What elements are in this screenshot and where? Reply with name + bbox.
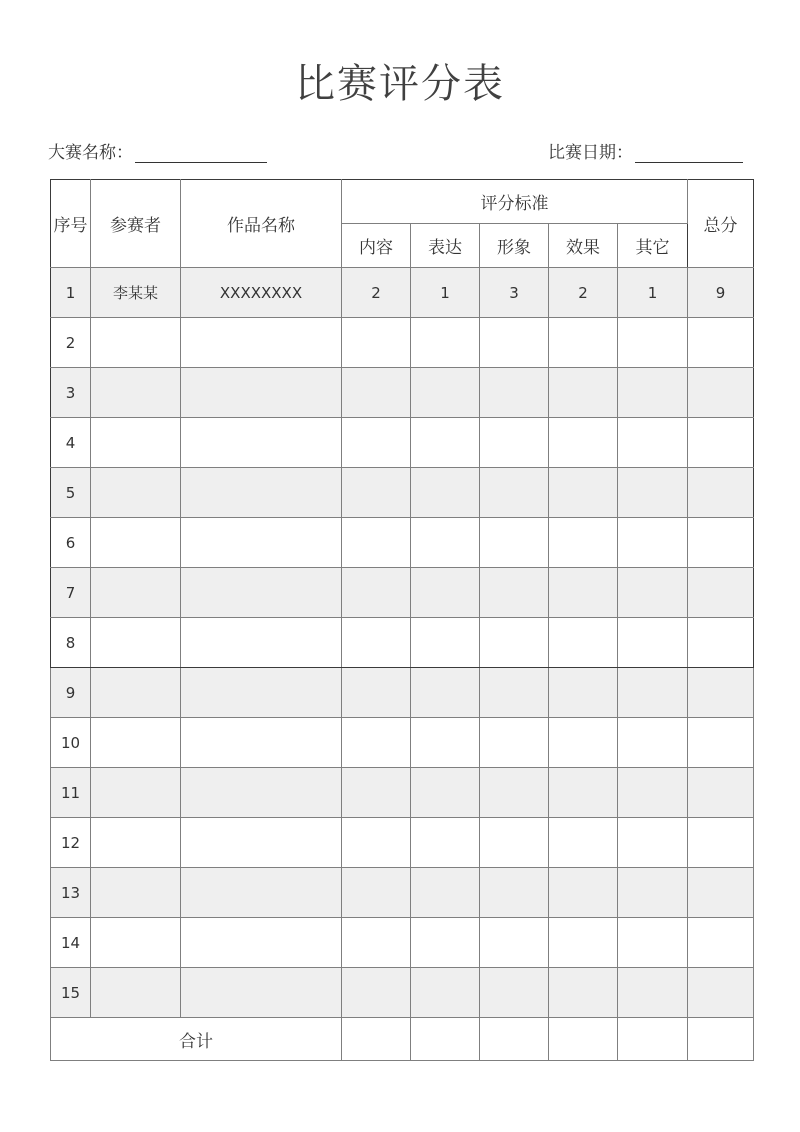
table-row [51, 418, 754, 468]
seq-cell[interactable]: 14 [51, 918, 91, 968]
score-cell[interactable] [618, 618, 688, 668]
work-name-cell[interactable] [181, 718, 342, 768]
total-cell[interactable] [688, 868, 754, 918]
score-cell[interactable] [618, 868, 688, 918]
table-row [51, 618, 754, 668]
work-name-cell[interactable]: XXXXXXXX [181, 268, 342, 318]
total-cell[interactable] [688, 368, 754, 418]
participant-cell[interactable] [91, 568, 181, 618]
score-cell[interactable] [342, 618, 411, 668]
score-cell[interactable] [411, 568, 480, 618]
score-cell[interactable] [342, 818, 411, 868]
score-cell[interactable] [549, 418, 618, 468]
participant-cell[interactable] [91, 418, 181, 468]
score-cell[interactable] [618, 918, 688, 968]
total-cell[interactable] [688, 768, 754, 818]
work-name-cell[interactable] [181, 318, 342, 368]
score-cell[interactable] [549, 318, 618, 368]
total-cell[interactable] [688, 668, 754, 718]
work-name-cell[interactable] [181, 468, 342, 518]
work-name-cell[interactable] [181, 818, 342, 868]
score-cell[interactable] [480, 768, 549, 818]
score-cell[interactable] [411, 418, 480, 468]
score-cell[interactable] [618, 518, 688, 568]
score-cell[interactable] [480, 568, 549, 618]
header-criterion-image: 形象 [480, 224, 549, 268]
score-cell[interactable] [342, 468, 411, 518]
table-row [51, 468, 754, 518]
header-criteria-group: 评分标准 [342, 180, 688, 224]
seq-cell[interactable]: 4 [51, 418, 91, 468]
seq-cell[interactable]: 6 [51, 518, 91, 568]
header-criterion-other: 其它 [618, 224, 688, 268]
work-name-cell[interactable] [181, 668, 342, 718]
participant-cell[interactable] [91, 318, 181, 368]
participant-cell[interactable] [91, 518, 181, 568]
footer-score-cell[interactable] [480, 1018, 549, 1061]
participant-cell[interactable] [91, 818, 181, 868]
participant-cell[interactable] [91, 368, 181, 418]
contest-date-label: 比赛日期： [548, 143, 633, 163]
score-cell[interactable] [342, 568, 411, 618]
score-cell[interactable] [618, 468, 688, 518]
participant-cell[interactable] [91, 618, 181, 668]
participant-cell[interactable] [91, 868, 181, 918]
table-row [51, 318, 754, 368]
footer-score-cell[interactable] [342, 1018, 411, 1061]
score-cell[interactable] [480, 918, 549, 968]
participant-cell[interactable] [91, 468, 181, 518]
score-cell[interactable]: 2 [342, 268, 411, 318]
score-cell[interactable] [549, 368, 618, 418]
table-row [51, 718, 754, 768]
work-name-cell[interactable] [181, 768, 342, 818]
score-cell[interactable] [549, 968, 618, 1018]
seq-cell[interactable]: 13 [51, 868, 91, 918]
score-cell[interactable] [411, 468, 480, 518]
seq-cell[interactable]: 3 [51, 368, 91, 418]
header-total: 总分 [688, 180, 754, 268]
participant-cell[interactable] [91, 668, 181, 718]
score-cell[interactable] [618, 718, 688, 768]
total-cell[interactable] [688, 468, 754, 518]
score-cell[interactable] [480, 668, 549, 718]
score-cell[interactable] [411, 768, 480, 818]
footer-score-cell[interactable] [549, 1018, 618, 1061]
participant-cell[interactable] [91, 918, 181, 968]
work-name-cell[interactable] [181, 918, 342, 968]
score-cell[interactable] [480, 868, 549, 918]
score-cell[interactable] [480, 518, 549, 568]
work-name-cell[interactable] [181, 868, 342, 918]
contest-name-blank[interactable] [135, 141, 267, 163]
score-cell[interactable] [342, 718, 411, 768]
score-cell[interactable] [411, 718, 480, 768]
table-row [51, 268, 754, 318]
footer-score-cell[interactable] [411, 1018, 480, 1061]
score-cell[interactable] [549, 568, 618, 618]
score-cell[interactable] [480, 318, 549, 368]
score-cell[interactable] [480, 818, 549, 868]
score-cell[interactable]: 2 [549, 268, 618, 318]
score-cell[interactable] [411, 618, 480, 668]
score-cell[interactable] [342, 318, 411, 368]
table-row [51, 568, 754, 618]
contest-name-field [48, 138, 267, 163]
work-name-cell[interactable] [181, 968, 342, 1018]
score-cell[interactable] [549, 518, 618, 568]
footer-label: 合计 [51, 1018, 342, 1061]
score-cell[interactable] [480, 468, 549, 518]
score-cell[interactable] [549, 718, 618, 768]
score-cell[interactable]: 1 [618, 268, 688, 318]
contest-name-label: 大赛名称： [48, 143, 133, 163]
table-row [51, 518, 754, 568]
total-cell[interactable]: 9 [688, 268, 754, 318]
footer-row [51, 1018, 754, 1061]
work-name-cell[interactable] [181, 518, 342, 568]
contest-date-blank[interactable] [635, 141, 743, 163]
score-cell[interactable] [618, 768, 688, 818]
total-cell[interactable] [688, 418, 754, 468]
contest-date-field [548, 138, 743, 163]
total-cell[interactable] [688, 568, 754, 618]
score-cell[interactable] [480, 618, 549, 668]
score-cell[interactable] [549, 918, 618, 968]
score-cell[interactable] [411, 968, 480, 1018]
score-cell[interactable] [618, 368, 688, 418]
score-cell[interactable] [411, 868, 480, 918]
score-cell[interactable] [480, 968, 549, 1018]
seq-cell[interactable]: 5 [51, 468, 91, 518]
total-cell[interactable] [688, 718, 754, 768]
page-title: 比赛评分表 [295, 61, 505, 107]
seq-cell[interactable]: 8 [51, 618, 91, 668]
total-cell[interactable] [688, 318, 754, 368]
score-cell[interactable] [411, 318, 480, 368]
score-cell[interactable] [342, 768, 411, 818]
work-name-cell[interactable] [181, 568, 342, 618]
score-cell[interactable]: 3 [480, 268, 549, 318]
participant-cell[interactable]: 李某某 [91, 268, 181, 318]
score-cell[interactable] [411, 368, 480, 418]
score-cell[interactable] [342, 368, 411, 418]
header-participant: 参赛者 [91, 180, 181, 268]
seq-cell[interactable]: 2 [51, 318, 91, 368]
total-cell[interactable] [688, 818, 754, 868]
seq-cell[interactable]: 12 [51, 818, 91, 868]
score-cell[interactable] [411, 818, 480, 868]
score-cell[interactable] [342, 918, 411, 968]
score-cell[interactable] [549, 668, 618, 718]
score-cell[interactable] [342, 418, 411, 468]
total-cell[interactable] [688, 918, 754, 968]
header-criterion-content: 内容 [342, 224, 411, 268]
score-cell[interactable] [342, 968, 411, 1018]
participant-cell[interactable] [91, 968, 181, 1018]
table-row [51, 368, 754, 418]
table-row [51, 868, 754, 918]
header-row [51, 180, 754, 224]
score-cell[interactable] [549, 818, 618, 868]
score-cell[interactable] [480, 368, 549, 418]
score-cell[interactable] [618, 818, 688, 868]
seq-cell[interactable]: 9 [51, 668, 91, 718]
seq-cell[interactable]: 15 [51, 968, 91, 1018]
header-work-name: 作品名称 [181, 180, 342, 268]
seq-cell[interactable]: 7 [51, 568, 91, 618]
participant-cell[interactable] [91, 768, 181, 818]
score-cell[interactable] [342, 518, 411, 568]
score-cell[interactable]: 1 [411, 268, 480, 318]
score-table [50, 179, 754, 1061]
score-cell[interactable] [480, 718, 549, 768]
score-cell[interactable] [342, 668, 411, 718]
score-cell[interactable] [480, 418, 549, 468]
score-cell[interactable] [618, 318, 688, 368]
total-cell[interactable] [688, 618, 754, 668]
header-criterion-effect: 效果 [549, 224, 618, 268]
seq-cell[interactable]: 11 [51, 768, 91, 818]
seq-cell[interactable]: 10 [51, 718, 91, 768]
total-cell[interactable] [688, 518, 754, 568]
seq-cell[interactable]: 1 [51, 268, 91, 318]
score-cell[interactable] [618, 668, 688, 718]
work-name-cell[interactable] [181, 618, 342, 668]
table-row [51, 968, 754, 1018]
footer-total-cell[interactable] [688, 1018, 754, 1061]
score-cell[interactable] [411, 668, 480, 718]
score-cell[interactable] [618, 568, 688, 618]
table-row [51, 918, 754, 968]
work-name-cell[interactable] [181, 368, 342, 418]
footer-score-cell[interactable] [618, 1018, 688, 1061]
header-seq: 序号 [51, 180, 91, 268]
score-cell[interactable] [549, 768, 618, 818]
score-cell[interactable] [549, 468, 618, 518]
table-row [51, 818, 754, 868]
score-cell[interactable] [618, 968, 688, 1018]
total-cell[interactable] [688, 968, 754, 1018]
participant-cell[interactable] [91, 718, 181, 768]
score-cell[interactable] [411, 518, 480, 568]
score-cell[interactable] [411, 918, 480, 968]
table-row [51, 768, 754, 818]
table-row [51, 668, 754, 718]
work-name-cell[interactable] [181, 418, 342, 468]
score-cell[interactable] [342, 868, 411, 918]
score-cell[interactable] [618, 418, 688, 468]
score-cell[interactable] [549, 868, 618, 918]
score-cell[interactable] [549, 618, 618, 668]
header-criterion-expression: 表达 [411, 224, 480, 268]
